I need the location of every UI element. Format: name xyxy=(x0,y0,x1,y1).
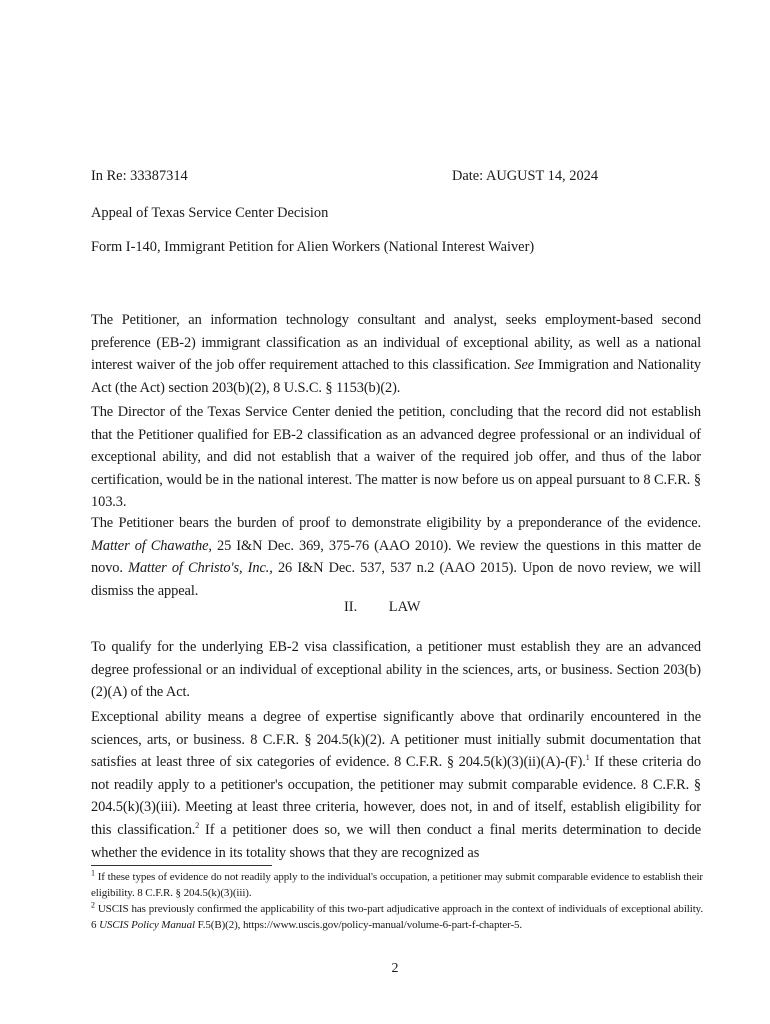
form-line: Form I-140, Immigrant Petition for Alien Workers (National Interest Waiver) xyxy=(91,239,535,255)
footnote-1 xyxy=(91,870,703,901)
footnote-2 xyxy=(91,902,703,933)
paragraph-text: Immigration and Nationality Act (the Act) section 203(b)(2), 8 U.S.C. § 1153(b)(2). xyxy=(91,357,701,396)
policy-manual-title: USCIS Policy Manual xyxy=(99,918,195,931)
paragraph-text: 25 I&N Dec. 369, 375-76 (AAO 2010). We review the questions in this matter de novo. xyxy=(91,537,701,577)
footnote-divider xyxy=(91,865,272,866)
footnote-ref[interactable]: 1 xyxy=(585,753,590,763)
section-title: LAW xyxy=(388,599,421,615)
footnote-text: If these types of evidence do not readily apply to the individual's occupation, a petitioner may submit comparable evidence to establish their eligibility. 8 C.F.R. § 204.5(k)(3)(iii). xyxy=(91,871,703,899)
case-number: In Re: 33387314 xyxy=(91,168,188,184)
paragraph-text: 26 I&N Dec. 537, 537 n.2 (AAO 2015). Upon de novo review, we will dismiss the appeal. xyxy=(91,560,701,599)
footnote-mark: 1 xyxy=(91,868,95,878)
footnote-mark: 2 xyxy=(91,900,95,910)
case-citation: Matter of Christo's, Inc., xyxy=(128,560,273,577)
paragraph-text: If these criteria do not readily apply to a petitioner's occupation, the petitioner may submit comparable evidence. 8 C.F.R. § 204.5(k)(3)(iii). Meeting at least three criteria, however, does not, in and of itself, establish eligibility for this classification. xyxy=(91,754,701,838)
case-citation: Matter of Chawathe, xyxy=(91,537,212,554)
paragraph-exceptional-ability xyxy=(91,706,701,864)
footnote-ref[interactable]: 2 xyxy=(195,821,200,831)
paragraph-text: The Petitioner, an information technology consultant and analyst, seeks employment-based second preference (EB-2) immigrant classification as an individual of exceptional ability, as well as a national interest waiver of the job offer requirement attached to this classification. xyxy=(91,312,701,374)
page-number: 2 xyxy=(391,961,399,976)
decision-date: Date: AUGUST 14, 2024 xyxy=(452,168,599,184)
citation-signal: See xyxy=(514,357,535,374)
section-numeral: II. xyxy=(344,599,358,615)
paragraph-text: If a petitioner does so, we will then conduct a final merits determination to decide whether the evidence in its totality shows that they are recognized as xyxy=(91,821,701,861)
paragraph-director-decision: The Director of the Texas Service Center denied the petition, concluding that the record did not establish that the Petitioner qualified for EB-2 classification as an advanced degree professional or an individual of exceptional ability, and did not establish that a waiver of the required job offer, and thus of the labor certification, would be in the national interest. The matter is now before us on appeal pursuant to 8 C.F.R. § 103.3. xyxy=(91,404,701,511)
appeal-line: Appeal of Texas Service Center Decision xyxy=(91,205,329,221)
paragraph-text: The Petitioner bears the burden of proof to demonstrate eligibility by a preponderance of the evidence. xyxy=(91,515,701,531)
paragraph-burden-of-proof xyxy=(91,512,701,602)
footnote-text: F.5(B)(2), https://www.uscis.gov/policy-manual/volume-6-part-f-chapter-5. xyxy=(194,918,523,931)
footnote-text: USCIS has previously confirmed the applicability of this two-part adjudicative approach in the context of individuals of exceptional ability. 6 xyxy=(91,903,703,931)
paragraph-intro xyxy=(91,309,701,399)
paragraph-eb2-qualification: To qualify for the underlying EB-2 visa classification, a petitioner must establish they are an advanced degree professional or an individual of exceptional ability in the sciences, arts, or business. Section 203(b)(2)(A) of the Act. xyxy=(91,639,701,701)
paragraph-text: Exceptional ability means a degree of expertise significantly above that ordinarily encountered in the sciences, arts, or business. 8 C.F.R. § 204.5(k)(2). A petitioner must initially submit documentation that satisfies at least three of six categories of evidence. 8 C.F.R. § 204.5(k)(3)(ii)(A)-(F). xyxy=(91,709,701,771)
section-heading xyxy=(344,597,420,617)
